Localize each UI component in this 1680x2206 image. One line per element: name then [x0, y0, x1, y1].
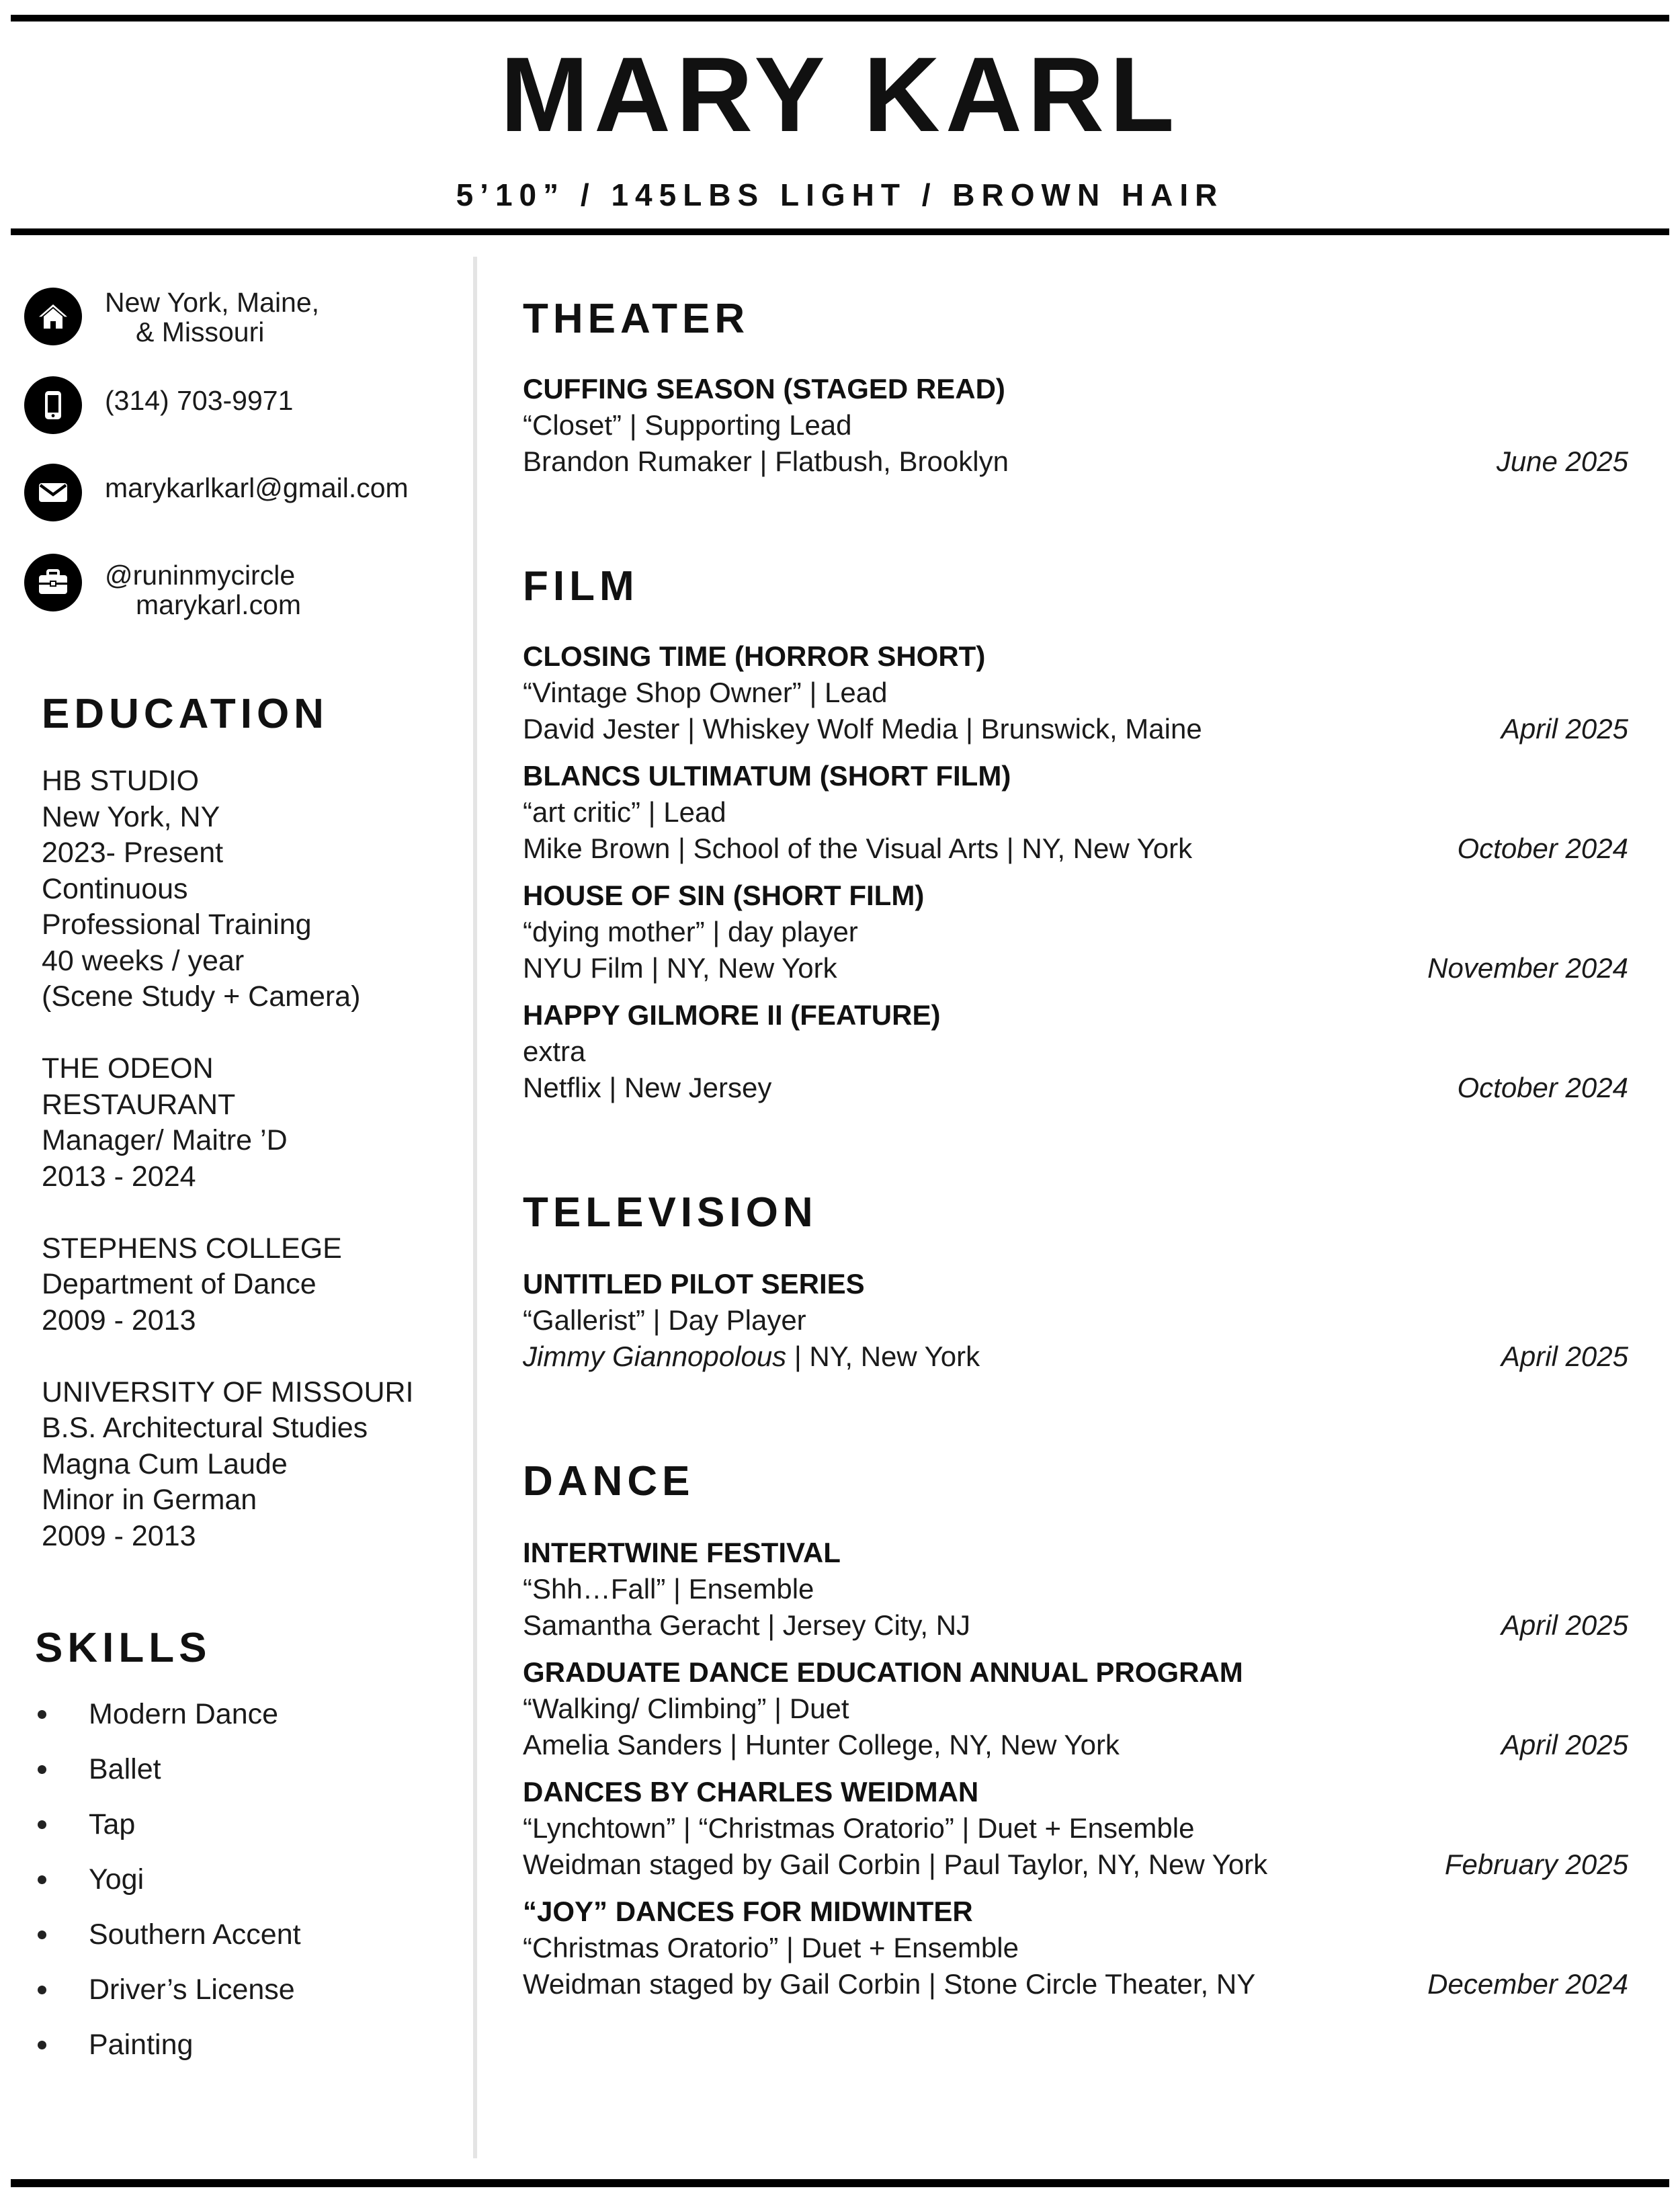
education-line: Manager/ Maitre ’D	[42, 1124, 288, 1156]
television-credits	[523, 1266, 1628, 1386]
education-heading: EDUCATION	[42, 691, 329, 737]
credit-production: Weidman staged by Gail Corbin | Stone Circle Theater, NY	[523, 1968, 1256, 2000]
location-line-2: & Missouri	[136, 316, 265, 347]
credit-details	[523, 711, 1628, 747]
skill-label: Painting	[89, 2029, 194, 2061]
bullet-icon	[38, 1820, 46, 1829]
education-line: THE ODEON	[42, 1052, 214, 1085]
website-link[interactable]: marykarl.com	[136, 589, 302, 620]
credit-title: CUFFING SEASON (STAGED READ)	[523, 373, 1005, 405]
phone-text[interactable]: (314) 703-9971	[105, 385, 294, 416]
education-line: Minor in German	[42, 1484, 257, 1516]
credit-entry	[523, 1894, 1628, 2013]
header-rule	[11, 228, 1669, 235]
education-line: New York, NY	[42, 800, 220, 833]
theater-credits	[523, 371, 1628, 491]
credit-details	[523, 1727, 1628, 1763]
credit-production: Mike Brown | School of the Visual Arts | NY, New York	[523, 833, 1193, 864]
envelope-icon	[24, 464, 82, 521]
television-heading: TELEVISION	[523, 1189, 818, 1236]
education-line: Continuous	[42, 872, 188, 905]
actor-name: MARY KARL	[500, 36, 1180, 154]
credit-role: extra	[523, 1035, 586, 1067]
bullet-icon	[38, 1710, 46, 1719]
credit-details	[523, 1966, 1628, 2002]
credit-production: Brandon Rumaker | Flatbush, Brooklyn	[523, 446, 1009, 477]
skill-label: Tap	[89, 1808, 136, 1840]
credit-role: “art critic” | Lead	[523, 796, 726, 828]
education-line: UNIVERSITY OF MISSOURI	[42, 1375, 414, 1408]
credit-title: GRADUATE DANCE EDUCATION ANNUAL PROGRAM	[523, 1656, 1243, 1688]
education-line: 2009 - 2013	[42, 1304, 196, 1337]
credit-date: October 2024	[1457, 833, 1628, 864]
credit-production: Samantha Geracht | Jersey City, NJ	[523, 1609, 971, 1641]
skill-item	[38, 1752, 301, 1807]
credit-details	[523, 1847, 1628, 1883]
credit-entry	[523, 1535, 1628, 1654]
credit-role: “Gallerist” | Day Player	[523, 1304, 806, 1336]
education-entry	[42, 1051, 458, 1195]
credit-role: “Closet” | Supporting Lead	[523, 409, 852, 441]
skills-list	[38, 1697, 301, 2082]
credit-details	[523, 831, 1628, 867]
location-line-1: New York, Maine,	[105, 287, 320, 318]
briefcase-icon	[24, 554, 82, 611]
credit-title: UNTITLED PILOT SERIES	[523, 1268, 865, 1300]
credit-entry	[523, 1774, 1628, 1894]
education-line: 2009 - 2013	[42, 1519, 196, 1552]
credit-production: NYU Film | NY, New York	[523, 952, 837, 984]
education-line: (Scene Study + Camera)	[42, 980, 361, 1013]
credit-role: “Lynchtown” | “Christmas Oratorio” | Duet + Ensemble	[523, 1812, 1195, 1844]
credit-date: February 2025	[1444, 1849, 1628, 1880]
actor-stats: 5’10” / 145LBS LIGHT / BROWN HAIR	[456, 177, 1224, 212]
credit-date: December 2024	[1427, 1968, 1628, 2000]
skills-heading: SKILLS	[35, 1625, 212, 1671]
credit-production: Amelia Sanders | Hunter College, NY, New York	[523, 1729, 1120, 1760]
skill-label: Yogi	[89, 1863, 144, 1896]
email-text[interactable]: marykarlkarl@gmail.com	[105, 472, 409, 503]
skill-label: Driver’s License	[89, 1974, 295, 2006]
theater-heading: THEATER	[523, 296, 750, 342]
credit-role: “dying mother” | day player	[523, 916, 858, 947]
education-entry	[42, 763, 458, 1015]
social-text	[105, 560, 301, 620]
skill-item	[38, 1807, 301, 1862]
education-line: 2013 - 2024	[42, 1160, 196, 1193]
credit-production: | NY, New York	[786, 1341, 980, 1372]
credit-production: Netflix | New Jersey	[523, 1072, 772, 1103]
education-line: 40 weeks / year	[42, 944, 245, 977]
credit-entry	[523, 638, 1628, 758]
education-line: STEPHENS COLLEGE	[42, 1232, 342, 1265]
credit-title: “JOY” DANCES FOR MIDWINTER	[523, 1896, 973, 1927]
credit-details	[523, 1607, 1628, 1644]
education-entry	[42, 1375, 458, 1555]
education-line: B.S. Architectural Studies	[42, 1412, 368, 1444]
bullet-icon	[38, 2041, 46, 2049]
credit-date: June 2025	[1496, 446, 1628, 477]
dance-heading: DANCE	[523, 1458, 695, 1504]
credit-role: “Christmas Oratorio” | Duet + Ensemble	[523, 1932, 1019, 1963]
credit-details	[523, 1339, 1628, 1375]
film-heading: FILM	[523, 563, 639, 609]
education-line: RESTAURANT	[42, 1088, 236, 1121]
credit-role: “Shh…Fall” | Ensemble	[523, 1573, 814, 1605]
credit-title: INTERTWINE FESTIVAL	[523, 1537, 841, 1568]
skill-label: Modern Dance	[89, 1698, 279, 1730]
bullet-icon	[38, 1931, 46, 1939]
dance-credits	[523, 1535, 1628, 2013]
skill-label: Ballet	[89, 1753, 161, 1785]
bullet-icon	[38, 1986, 46, 1994]
bullet-icon	[38, 1765, 46, 1774]
credit-title: CLOSING TIME (HORROR SHORT)	[523, 640, 986, 672]
bullet-icon	[38, 1875, 46, 1884]
credit-date: April 2025	[1501, 1729, 1628, 1760]
education-line: HB STUDIO	[42, 765, 200, 797]
credit-details	[523, 443, 1628, 480]
phone-icon	[24, 376, 82, 434]
credit-details	[523, 950, 1628, 986]
skill-item	[38, 1917, 301, 1972]
credit-details	[523, 1070, 1628, 1106]
credit-entry	[523, 997, 1628, 1117]
location-text	[105, 288, 319, 347]
column-divider	[473, 257, 477, 2158]
skill-item	[38, 1697, 301, 1752]
skill-item	[38, 1862, 301, 1917]
education-entry	[42, 1231, 458, 1339]
credit-entry	[523, 758, 1628, 878]
credit-role: “Walking/ Climbing” | Duet	[523, 1693, 849, 1724]
credit-date: April 2025	[1501, 713, 1628, 745]
credit-title: DANCES BY CHARLES WEIDMAN	[523, 1776, 979, 1808]
education-list	[42, 763, 458, 1590]
credit-entry	[523, 1266, 1628, 1386]
credit-date: November 2024	[1427, 952, 1628, 984]
education-line: Department of Dance	[42, 1268, 317, 1300]
credit-date: April 2025	[1501, 1341, 1628, 1372]
credit-production: Weidman staged by Gail Corbin | Paul Taylor, NY, New York	[523, 1849, 1268, 1880]
credit-date: October 2024	[1457, 1072, 1628, 1103]
home-icon	[24, 288, 82, 345]
education-line: Magna Cum Laude	[42, 1447, 288, 1480]
credit-production: David Jester | Whiskey Wolf Media | Brunswick, Maine	[523, 713, 1202, 745]
bottom-rule	[11, 2179, 1669, 2187]
credit-director: Jimmy Giannopolous	[523, 1341, 787, 1372]
education-line: 2023- Present	[42, 837, 224, 869]
top-rule	[11, 15, 1669, 22]
skill-item	[38, 1972, 301, 2027]
skill-item	[38, 2027, 301, 2082]
social-handle[interactable]: @runinmycircle	[105, 560, 296, 591]
credit-title: HOUSE OF SIN (SHORT FILM)	[523, 880, 925, 911]
credit-entry	[523, 1654, 1628, 1774]
skill-label: Southern Accent	[89, 1918, 301, 1951]
credit-date: April 2025	[1501, 1609, 1628, 1641]
film-credits	[523, 638, 1628, 1117]
credit-role: “Vintage Shop Owner” | Lead	[523, 677, 888, 708]
credit-entry	[523, 371, 1628, 491]
education-line: Professional Training	[42, 908, 312, 941]
credit-title: HAPPY GILMORE II (FEATURE)	[523, 999, 941, 1031]
credit-entry	[523, 878, 1628, 997]
credit-title: BLANCS ULTIMATUM (SHORT FILM)	[523, 760, 1011, 792]
